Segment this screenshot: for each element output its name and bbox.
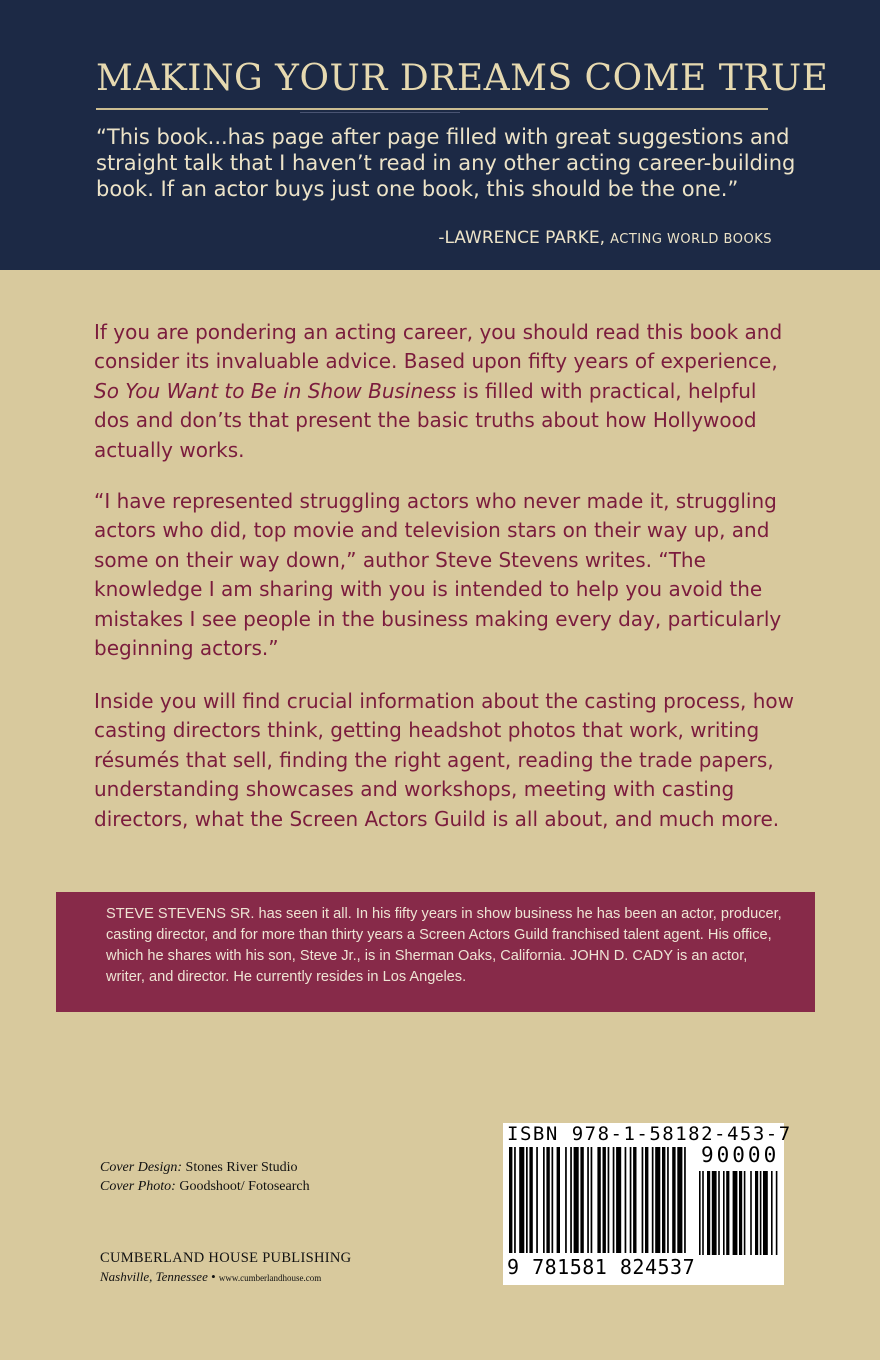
- cover-credits: [100, 1158, 480, 1196]
- publisher-separator: •: [207, 1269, 219, 1284]
- header-title: MAKING YOUR DREAMS COME TRUE: [96, 58, 829, 99]
- barcode-bar: [613, 1147, 615, 1253]
- publisher-location-line: [100, 1268, 460, 1287]
- cover-design-value: Stones River Studio: [182, 1160, 298, 1175]
- barcode-bar: [509, 1147, 512, 1253]
- barcode-bar: [591, 1147, 593, 1253]
- author-name-1: STEVE STEVENS SR.: [106, 906, 255, 922]
- addon-price-code: 90000: [701, 1143, 780, 1167]
- addon-bar: [755, 1171, 758, 1255]
- addon-bar: [702, 1171, 704, 1255]
- attribution-name: -LAWRENCE PARKE,: [438, 228, 606, 248]
- barcode-bar: [597, 1147, 600, 1253]
- endorsement-quote: “This book...has page after page filled with great suggestions and straight talk that I haven’t read in any other acting career-building book. If an actor buys just one book, this should be the one.”: [96, 125, 796, 201]
- addon-bar: [723, 1171, 725, 1255]
- addon-bar: [718, 1171, 720, 1255]
- cover-photo-credit: [100, 1177, 480, 1196]
- description-paragraph-3: Inside you will find crucial information about the casting process, how casting directors think, getting headshot photos that work, writing résumés that sell, finding the right agent, reading the trade papers, understanding showcases and workshops, meeting with casting directors, what the Screen Actors Guild is all about, and much more.: [94, 689, 795, 831]
- cover-design-credit: [100, 1158, 480, 1177]
- barcode-bar: [536, 1147, 538, 1253]
- barcode-bar: [565, 1147, 567, 1253]
- p1-text-end: is filled with practical, helpful dos and don’ts that present the basic truths about how Hollywood actually works.: [94, 378, 757, 462]
- cover-photo-label: Cover Photo:: [100, 1179, 176, 1194]
- barcode-bar: [652, 1147, 654, 1253]
- endorsement-attribution: [438, 228, 772, 248]
- cover-design-label: Cover Design:: [100, 1160, 183, 1175]
- barcode-bar: [645, 1147, 648, 1253]
- barcode-bar: [655, 1147, 660, 1253]
- barcode-bar: [608, 1147, 610, 1253]
- barcode-digits: 9 781581 824537: [507, 1255, 696, 1279]
- barcode-bar: [529, 1147, 532, 1253]
- barcode-bar: [633, 1147, 636, 1253]
- addon-bar: [771, 1171, 773, 1255]
- book-title: So You Want to Be in Show Business: [94, 378, 457, 403]
- header-divider: [96, 108, 768, 110]
- isbn-barcode: [503, 1123, 792, 1285]
- barcode-bar: [552, 1147, 554, 1253]
- barcode-bar: [603, 1147, 606, 1253]
- barcode-bar: [557, 1147, 560, 1253]
- barcode-bar: [574, 1147, 579, 1253]
- author-bio-text: [106, 904, 786, 988]
- header-banner: [0, 0, 880, 270]
- author-name-2: JOHN D. CADY: [569, 948, 673, 964]
- barcode-bar: [546, 1147, 549, 1253]
- addon-bar: [744, 1171, 746, 1255]
- addon-bar: [750, 1171, 752, 1255]
- addon-bar: [707, 1171, 710, 1255]
- publisher-url: www.cumberlandhouse.com: [218, 1273, 322, 1283]
- cover-photo-value: Goodshoot/ Fotosearch: [175, 1179, 310, 1194]
- addon-bar: [739, 1171, 742, 1255]
- barcode-bar: [587, 1147, 589, 1253]
- addon-bar: [726, 1171, 729, 1255]
- isbn-number: ISBN 978-1-58182-453-7: [507, 1123, 792, 1145]
- publisher-name: CUMBERLAND HOUSE PUBLISHING: [100, 1250, 352, 1266]
- barcode-bar: [526, 1147, 528, 1253]
- header-divider-faint: [300, 112, 460, 113]
- description-paragraph-2: “I have represented struggling actors who never made it, struggling actors who did, top movie and television stars on their way up, and some on their way down,” author Steve Stevens writes. “The knowledge I am sharing with you is intended to help you avoid the mistakes I see people in the business making every day, particularly beginning actors.”: [94, 489, 782, 661]
- barcode-bar: [625, 1147, 627, 1253]
- barcode-bar: [672, 1147, 675, 1253]
- barcode-bar: [519, 1147, 524, 1253]
- author-bio-2: is an actor, writer, and director. He currently resides in Los Angeles.: [106, 948, 748, 985]
- p1-text-start: If you are pondering an acting career, you should read this book and consider its invaluable advice. Based upon fifty years of experience,: [94, 320, 783, 374]
- barcode-bar: [662, 1147, 665, 1253]
- addon-bar: [712, 1171, 717, 1255]
- barcode-bar: [514, 1147, 516, 1253]
- addon-bar: [776, 1171, 778, 1255]
- publisher-info: [100, 1249, 460, 1287]
- addon-bar: [699, 1171, 701, 1255]
- barcode-bar: [570, 1147, 572, 1253]
- barcode-bar: [630, 1147, 632, 1253]
- barcode-bar: [543, 1147, 545, 1253]
- addon-bar: [733, 1171, 738, 1255]
- barcode-bar: [684, 1147, 686, 1253]
- barcode-bar: [642, 1147, 644, 1253]
- barcode-bar: [667, 1147, 669, 1253]
- description-paragraph-1: [94, 318, 794, 465]
- barcode-bar: [677, 1147, 682, 1253]
- barcode-bar: [616, 1147, 621, 1253]
- author-bio-1: has seen it all. In his fifty years in show business he has been an actor, producer, casting director, and for more than thirty years a Screen Actors Guild franchised talent agent. His office, which he shares with his son, Steve Jr., is in Sherman Oaks, California.: [106, 906, 782, 964]
- addon-bar: [760, 1171, 762, 1255]
- publisher-location: Nashville, Tennessee: [100, 1269, 208, 1284]
- barcode-bar: [580, 1147, 583, 1253]
- author-bio-box: [56, 892, 815, 1012]
- addon-bar: [763, 1171, 768, 1255]
- attribution-org: ACTING WORLD BOOKS: [610, 232, 772, 247]
